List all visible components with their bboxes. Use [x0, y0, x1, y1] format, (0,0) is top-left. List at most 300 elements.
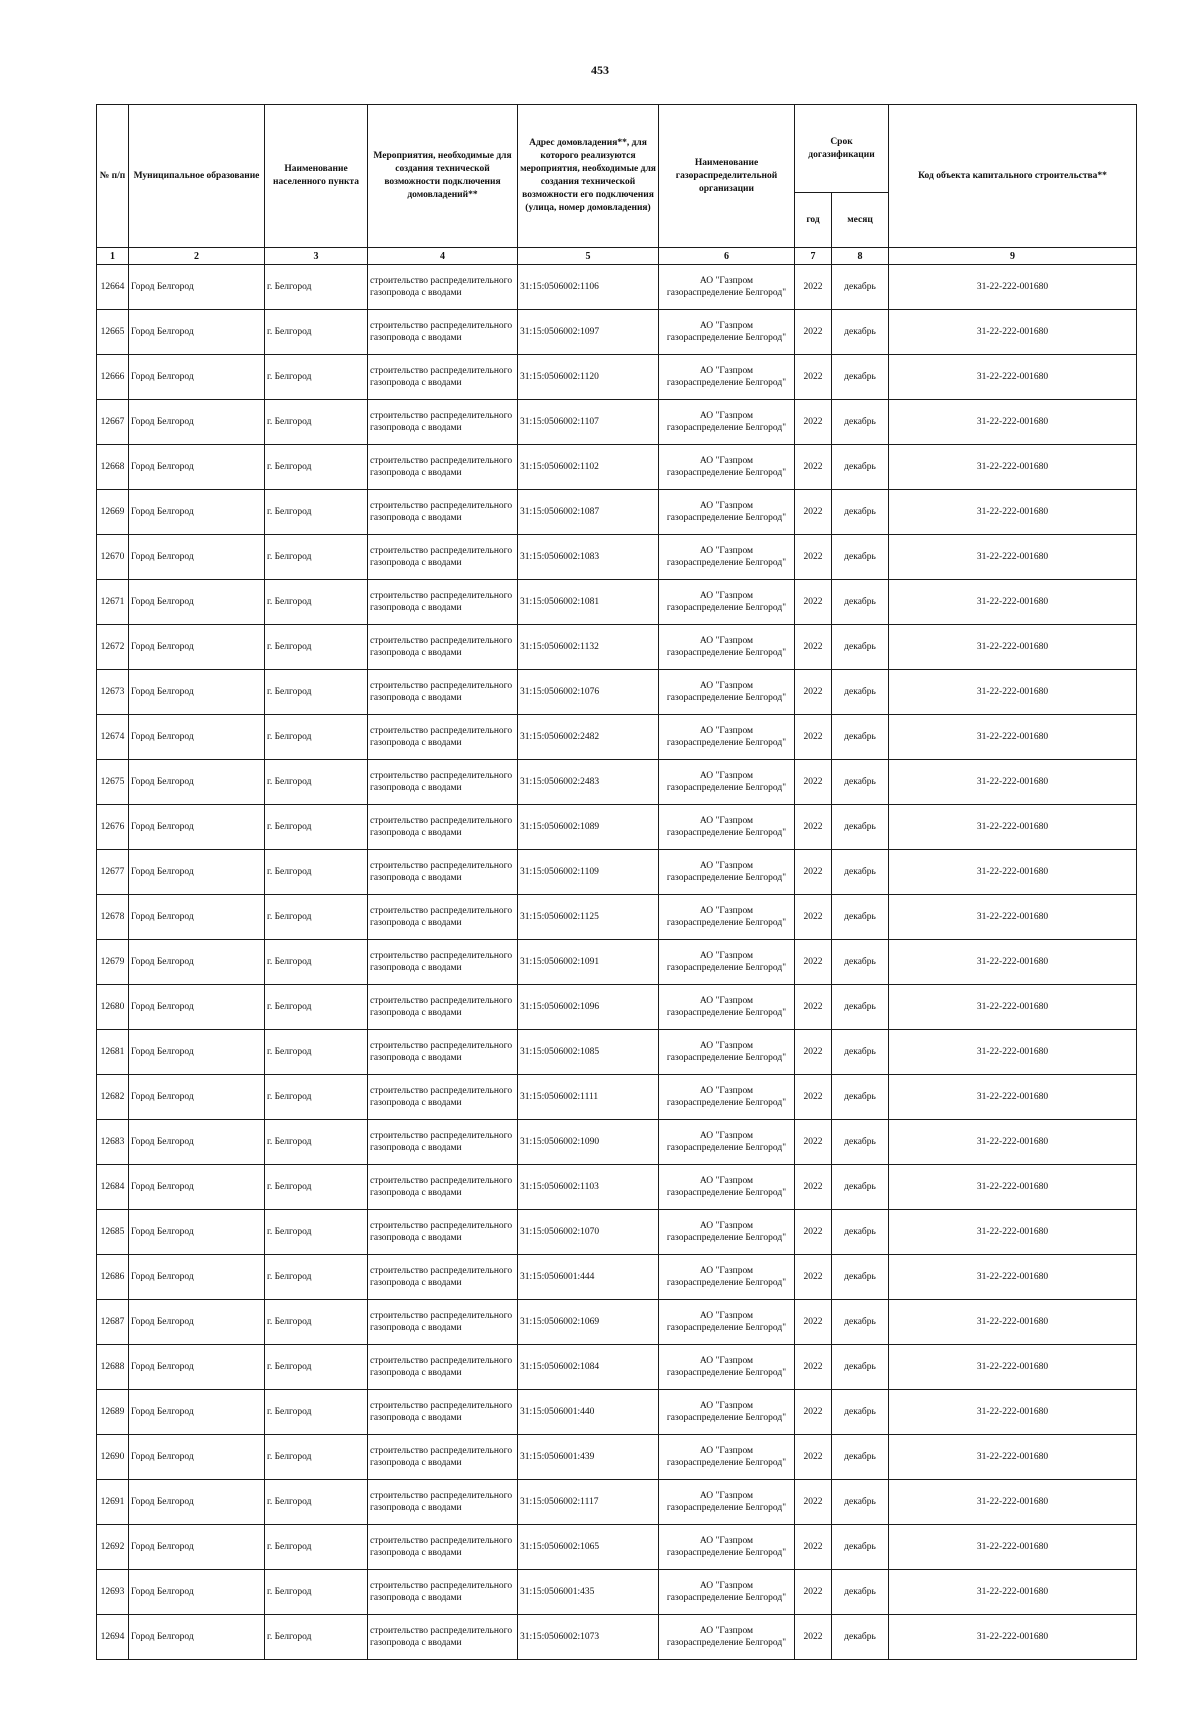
table-row	[97, 985, 1137, 1030]
object-code-cell: 31-22-222-001680	[889, 1390, 1137, 1435]
organization-cell	[659, 490, 795, 535]
year-cell: 2022	[795, 490, 832, 535]
settlement-cell: г. Белгород	[265, 1525, 368, 1570]
measures-cell: строительство распределительного газопровода с вводами	[368, 1570, 518, 1615]
settlement-cell: г. Белгород	[265, 670, 368, 715]
settlement-cell: г. Белгород	[265, 1615, 368, 1660]
table-row	[97, 400, 1137, 445]
municipality-cell: Город Белгород	[129, 1300, 265, 1345]
year-cell: 2022	[795, 1165, 832, 1210]
table-row	[97, 760, 1137, 805]
organization-line: АО "Газпром	[699, 1221, 754, 1231]
column-number: 8	[832, 248, 889, 265]
object-code-cell: 31-22-222-001680	[889, 1030, 1137, 1075]
object-code-cell: 31-22-222-001680	[889, 895, 1137, 940]
organization-line: газораспределение Белгород"	[666, 738, 787, 748]
measures-cell: строительство распределительного газопровода с вводами	[368, 1300, 518, 1345]
municipality-cell: Город Белгород	[129, 1390, 265, 1435]
municipality-cell: Город Белгород	[129, 625, 265, 670]
header-address: Адрес домовладения**, для которого реализуются мероприятия, необходимые для создания технической возможности его подключения (улица, номер домовладения)	[518, 105, 659, 248]
month-cell: декабрь	[832, 1615, 889, 1660]
row-number: 12673	[97, 670, 129, 715]
month-cell: декабрь	[832, 850, 889, 895]
row-number: 12680	[97, 985, 129, 1030]
object-code-cell: 31-22-222-001680	[889, 310, 1137, 355]
organization-line: АО "Газпром	[699, 906, 754, 916]
year-cell: 2022	[795, 1210, 832, 1255]
address-cell: 31:15:0506002:1085	[518, 1030, 659, 1075]
row-number: 12665	[97, 310, 129, 355]
row-number: 12670	[97, 535, 129, 580]
month-cell: декабрь	[832, 760, 889, 805]
address-cell: 31:15:0506002:1091	[518, 940, 659, 985]
row-number: 12689	[97, 1390, 129, 1435]
measures-cell: строительство распределительного газопровода с вводами	[368, 1480, 518, 1525]
municipality-cell: Город Белгород	[129, 1615, 265, 1660]
address-cell: 31:15:0506002:1090	[518, 1120, 659, 1165]
table-body	[97, 265, 1137, 1660]
measures-cell: строительство распределительного газопровода с вводами	[368, 355, 518, 400]
year-cell: 2022	[795, 805, 832, 850]
month-cell: декабрь	[832, 535, 889, 580]
organization-line: газораспределение Белгород"	[666, 333, 787, 343]
header-municipality: Муниципальное образование	[129, 105, 265, 248]
settlement-cell: г. Белгород	[265, 445, 368, 490]
row-number: 12687	[97, 1300, 129, 1345]
measures-cell: строительство распределительного газопровода с вводами	[368, 985, 518, 1030]
year-cell: 2022	[795, 265, 832, 310]
address-cell: 31:15:0506001:440	[518, 1390, 659, 1435]
organization-line: газораспределение Белгород"	[666, 1638, 787, 1648]
organization-line: АО "Газпром	[699, 501, 754, 511]
settlement-cell: г. Белгород	[265, 535, 368, 580]
address-cell: 31:15:0506001:439	[518, 1435, 659, 1480]
settlement-cell: г. Белгород	[265, 1390, 368, 1435]
table-row	[97, 1480, 1137, 1525]
header-month: месяц	[832, 193, 889, 248]
year-cell: 2022	[795, 1570, 832, 1615]
organization-line: АО "Газпром	[699, 591, 754, 601]
month-cell: декабрь	[832, 1120, 889, 1165]
row-number: 12674	[97, 715, 129, 760]
object-code-cell: 31-22-222-001680	[889, 1435, 1137, 1480]
year-cell: 2022	[795, 1255, 832, 1300]
table-row	[97, 1300, 1137, 1345]
year-cell: 2022	[795, 445, 832, 490]
measures-cell: строительство распределительного газопровода с вводами	[368, 580, 518, 625]
settlement-cell: г. Белгород	[265, 1345, 368, 1390]
object-code-cell: 31-22-222-001680	[889, 940, 1137, 985]
month-cell: декабрь	[832, 1570, 889, 1615]
row-number: 12686	[97, 1255, 129, 1300]
municipality-cell: Город Белгород	[129, 670, 265, 715]
address-cell: 31:15:0506002:1109	[518, 850, 659, 895]
year-cell: 2022	[795, 625, 832, 670]
organization-line: газораспределение Белгород"	[666, 1503, 787, 1513]
organization-cell	[659, 760, 795, 805]
column-number: 3	[265, 248, 368, 265]
organization-cell	[659, 625, 795, 670]
month-cell: декабрь	[832, 895, 889, 940]
settlement-cell: г. Белгород	[265, 310, 368, 355]
organization-cell	[659, 805, 795, 850]
object-code-cell: 31-22-222-001680	[889, 985, 1137, 1030]
column-number: 5	[518, 248, 659, 265]
row-number: 12694	[97, 1615, 129, 1660]
municipality-cell: Город Белгород	[129, 715, 265, 760]
table-row	[97, 670, 1137, 715]
organization-line: АО "Газпром	[699, 816, 754, 826]
organization-line: АО "Газпром	[699, 1176, 754, 1186]
measures-cell: строительство распределительного газопровода с вводами	[368, 715, 518, 760]
address-cell: 31:15:0506002:1081	[518, 580, 659, 625]
address-cell: 31:15:0506001:435	[518, 1570, 659, 1615]
month-cell: декабрь	[832, 1255, 889, 1300]
organization-line: газораспределение Белгород"	[666, 513, 787, 523]
organization-cell	[659, 1525, 795, 1570]
address-cell: 31:15:0506002:1076	[518, 670, 659, 715]
settlement-cell: г. Белгород	[265, 895, 368, 940]
organization-cell	[659, 1165, 795, 1210]
organization-line: газораспределение Белгород"	[666, 1188, 787, 1198]
object-code-cell: 31-22-222-001680	[889, 1075, 1137, 1120]
organization-cell	[659, 1390, 795, 1435]
organization-cell	[659, 580, 795, 625]
year-cell: 2022	[795, 1615, 832, 1660]
organization-line: АО "Газпром	[699, 1086, 754, 1096]
municipality-cell: Город Белгород	[129, 1120, 265, 1165]
municipality-cell: Город Белгород	[129, 535, 265, 580]
header-year: год	[795, 193, 832, 248]
measures-cell: строительство распределительного газопровода с вводами	[368, 670, 518, 715]
organization-line: газораспределение Белгород"	[666, 1413, 787, 1423]
organization-cell	[659, 895, 795, 940]
object-code-cell: 31-22-222-001680	[889, 265, 1137, 310]
organization-line: АО "Газпром	[699, 1581, 754, 1591]
month-cell: декабрь	[832, 805, 889, 850]
address-cell: 31:15:0506002:1083	[518, 535, 659, 580]
month-cell: декабрь	[832, 355, 889, 400]
table-row	[97, 850, 1137, 895]
month-cell: декабрь	[832, 265, 889, 310]
measures-cell: строительство распределительного газопровода с вводами	[368, 1525, 518, 1570]
year-cell: 2022	[795, 310, 832, 355]
header-settlement: Наименование населенного пункта	[265, 105, 368, 248]
organization-line: АО "Газпром	[699, 1626, 754, 1636]
address-cell: 31:15:0506002:2483	[518, 760, 659, 805]
row-number: 12693	[97, 1570, 129, 1615]
measures-cell: строительство распределительного газопровода с вводами	[368, 445, 518, 490]
table-row	[97, 310, 1137, 355]
address-cell: 31:15:0506002:1111	[518, 1075, 659, 1120]
organization-line: газораспределение Белгород"	[666, 873, 787, 883]
month-cell: декабрь	[832, 1210, 889, 1255]
header-object-code: Код объекта капитального строительства**	[889, 105, 1137, 248]
settlement-cell: г. Белгород	[265, 715, 368, 760]
table-row	[97, 265, 1137, 310]
object-code-cell: 31-22-222-001680	[889, 1570, 1137, 1615]
organization-line: АО "Газпром	[699, 636, 754, 646]
organization-cell	[659, 535, 795, 580]
measures-cell: строительство распределительного газопровода с вводами	[368, 850, 518, 895]
settlement-cell: г. Белгород	[265, 1480, 368, 1525]
object-code-cell: 31-22-222-001680	[889, 580, 1137, 625]
object-code-cell: 31-22-222-001680	[889, 1300, 1137, 1345]
organization-cell	[659, 1615, 795, 1660]
organization-cell	[659, 1480, 795, 1525]
year-cell: 2022	[795, 1525, 832, 1570]
organization-cell	[659, 265, 795, 310]
year-cell: 2022	[795, 850, 832, 895]
object-code-cell: 31-22-222-001680	[889, 1210, 1137, 1255]
organization-cell	[659, 1255, 795, 1300]
measures-cell: строительство распределительного газопровода с вводами	[368, 625, 518, 670]
settlement-cell: г. Белгород	[265, 1255, 368, 1300]
organization-line: газораспределение Белгород"	[666, 918, 787, 928]
municipality-cell: Город Белгород	[129, 265, 265, 310]
column-number: 9	[889, 248, 1137, 265]
measures-cell: строительство распределительного газопровода с вводами	[368, 760, 518, 805]
year-cell: 2022	[795, 1435, 832, 1480]
month-cell: декабрь	[832, 1300, 889, 1345]
settlement-cell: г. Белгород	[265, 1120, 368, 1165]
month-cell: декабрь	[832, 1435, 889, 1480]
address-cell: 31:15:0506002:1117	[518, 1480, 659, 1525]
measures-cell: строительство распределительного газопровода с вводами	[368, 805, 518, 850]
settlement-cell: г. Белгород	[265, 805, 368, 850]
header-num: № п/п	[97, 105, 129, 248]
organization-cell	[659, 1120, 795, 1165]
organization-cell	[659, 1435, 795, 1480]
table-row	[97, 1255, 1137, 1300]
organization-line: газораспределение Белгород"	[666, 1008, 787, 1018]
address-cell: 31:15:0506002:1069	[518, 1300, 659, 1345]
page-number: 453	[591, 63, 609, 77]
municipality-cell: Город Белгород	[129, 310, 265, 355]
measures-cell: строительство распределительного газопровода с вводами	[368, 1615, 518, 1660]
object-code-cell: 31-22-222-001680	[889, 1480, 1137, 1525]
organization-line: АО "Газпром	[699, 321, 754, 331]
year-cell: 2022	[795, 580, 832, 625]
table-row	[97, 490, 1137, 535]
organization-line: АО "Газпром	[699, 771, 754, 781]
organization-line: АО "Газпром	[699, 1041, 754, 1051]
organization-line: газораспределение Белгород"	[666, 963, 787, 973]
municipality-cell: Город Белгород	[129, 760, 265, 805]
address-cell: 31:15:0506002:1103	[518, 1165, 659, 1210]
settlement-cell: г. Белгород	[265, 625, 368, 670]
organization-line: газораспределение Белгород"	[666, 1593, 787, 1603]
organization-cell	[659, 1075, 795, 1120]
address-cell: 31:15:0506002:1102	[518, 445, 659, 490]
organization-line: газораспределение Белгород"	[666, 1098, 787, 1108]
measures-cell: строительство распределительного газопровода с вводами	[368, 1165, 518, 1210]
month-cell: декабрь	[832, 445, 889, 490]
row-number: 12675	[97, 760, 129, 805]
settlement-cell: г. Белгород	[265, 1300, 368, 1345]
month-cell: декабрь	[832, 1345, 889, 1390]
municipality-cell: Город Белгород	[129, 985, 265, 1030]
address-cell: 31:15:0506002:1087	[518, 490, 659, 535]
settlement-cell: г. Белгород	[265, 985, 368, 1030]
address-cell: 31:15:0506001:444	[518, 1255, 659, 1300]
organization-line: газораспределение Белгород"	[666, 468, 787, 478]
organization-line: АО "Газпром	[699, 411, 754, 421]
month-cell: декабрь	[832, 1165, 889, 1210]
object-code-cell: 31-22-222-001680	[889, 1255, 1137, 1300]
organization-line: газораспределение Белгород"	[666, 1278, 787, 1288]
municipality-cell: Город Белгород	[129, 805, 265, 850]
object-code-cell: 31-22-222-001680	[889, 1120, 1137, 1165]
header-organization: Наименование газораспределительной организации	[659, 105, 795, 248]
municipality-cell: Город Белгород	[129, 445, 265, 490]
row-number: 12666	[97, 355, 129, 400]
row-number: 12679	[97, 940, 129, 985]
organization-line: АО "Газпром	[699, 726, 754, 736]
year-cell: 2022	[795, 760, 832, 805]
address-cell: 31:15:0506002:1120	[518, 355, 659, 400]
row-number: 12676	[97, 805, 129, 850]
measures-cell: строительство распределительного газопровода с вводами	[368, 1255, 518, 1300]
municipality-cell: Город Белгород	[129, 1570, 265, 1615]
address-cell: 31:15:0506002:1089	[518, 805, 659, 850]
address-cell: 31:15:0506002:1065	[518, 1525, 659, 1570]
organization-cell	[659, 940, 795, 985]
municipality-cell: Город Белгород	[129, 1255, 265, 1300]
settlement-cell: г. Белгород	[265, 1570, 368, 1615]
month-cell: декабрь	[832, 715, 889, 760]
settlement-cell: г. Белгород	[265, 400, 368, 445]
year-cell: 2022	[795, 940, 832, 985]
table-row	[97, 1120, 1137, 1165]
month-cell: декабрь	[832, 1390, 889, 1435]
object-code-cell: 31-22-222-001680	[889, 490, 1137, 535]
row-number: 12667	[97, 400, 129, 445]
organization-line: АО "Газпром	[699, 546, 754, 556]
settlement-cell: г. Белгород	[265, 1165, 368, 1210]
organization-line: газораспределение Белгород"	[666, 1233, 787, 1243]
settlement-cell: г. Белгород	[265, 760, 368, 805]
table-row	[97, 895, 1137, 940]
year-cell: 2022	[795, 895, 832, 940]
organization-cell	[659, 1300, 795, 1345]
municipality-cell: Город Белгород	[129, 1345, 265, 1390]
measures-cell: строительство распределительного газопровода с вводами	[368, 265, 518, 310]
municipality-cell: Город Белгород	[129, 580, 265, 625]
organization-line: газораспределение Белгород"	[666, 1458, 787, 1468]
organization-line: газораспределение Белгород"	[666, 1323, 787, 1333]
year-cell: 2022	[795, 670, 832, 715]
organization-line: АО "Газпром	[699, 1266, 754, 1276]
organization-line: газораспределение Белгород"	[666, 288, 787, 298]
month-cell: декабрь	[832, 1030, 889, 1075]
municipality-cell: Город Белгород	[129, 895, 265, 940]
table-row	[97, 535, 1137, 580]
address-cell: 31:15:0506002:1070	[518, 1210, 659, 1255]
measures-cell: строительство распределительного газопровода с вводами	[368, 490, 518, 535]
municipality-cell: Город Белгород	[129, 400, 265, 445]
table-row	[97, 1210, 1137, 1255]
object-code-cell: 31-22-222-001680	[889, 400, 1137, 445]
table-row	[97, 1435, 1137, 1480]
column-number: 2	[129, 248, 265, 265]
address-cell: 31:15:0506002:1125	[518, 895, 659, 940]
organization-cell	[659, 1345, 795, 1390]
organization-cell	[659, 445, 795, 490]
column-number: 6	[659, 248, 795, 265]
organization-line: газораспределение Белгород"	[666, 603, 787, 613]
table-row	[97, 1390, 1137, 1435]
object-code-cell: 31-22-222-001680	[889, 670, 1137, 715]
organization-line: АО "Газпром	[699, 996, 754, 1006]
organization-line: газораспределение Белгород"	[666, 783, 787, 793]
year-cell: 2022	[795, 1300, 832, 1345]
year-cell: 2022	[795, 355, 832, 400]
object-code-cell: 31-22-222-001680	[889, 1525, 1137, 1570]
header-deadline: Срок догазификации	[795, 105, 889, 193]
row-number: 12671	[97, 580, 129, 625]
header-measures: Мероприятия, необходимые для создания технической возможности подключения домовладений**	[368, 105, 518, 248]
address-cell: 31:15:0506002:1132	[518, 625, 659, 670]
year-cell: 2022	[795, 1345, 832, 1390]
column-number-row	[97, 248, 1137, 265]
measures-cell: строительство распределительного газопровода с вводами	[368, 1120, 518, 1165]
organization-line: газораспределение Белгород"	[666, 1053, 787, 1063]
table-row	[97, 355, 1137, 400]
organization-line: газораспределение Белгород"	[666, 1548, 787, 1558]
settlement-cell: г. Белгород	[265, 265, 368, 310]
object-code-cell: 31-22-222-001680	[889, 1345, 1137, 1390]
organization-cell	[659, 310, 795, 355]
year-cell: 2022	[795, 1390, 832, 1435]
row-number: 12684	[97, 1165, 129, 1210]
municipality-cell: Город Белгород	[129, 940, 265, 985]
organization-line: газораспределение Белгород"	[666, 693, 787, 703]
municipality-cell: Город Белгород	[129, 1075, 265, 1120]
row-number: 12683	[97, 1120, 129, 1165]
measures-cell: строительство распределительного газопровода с вводами	[368, 895, 518, 940]
row-number: 12664	[97, 265, 129, 310]
table-row	[97, 1030, 1137, 1075]
object-code-cell: 31-22-222-001680	[889, 715, 1137, 760]
organization-line: АО "Газпром	[699, 861, 754, 871]
organization-line: АО "Газпром	[699, 1491, 754, 1501]
row-number: 12691	[97, 1480, 129, 1525]
object-code-cell: 31-22-222-001680	[889, 535, 1137, 580]
measures-cell: строительство распределительного газопровода с вводами	[368, 535, 518, 580]
address-cell: 31:15:0506002:1106	[518, 265, 659, 310]
settlement-cell: г. Белгород	[265, 1030, 368, 1075]
municipality-cell: Город Белгород	[129, 1435, 265, 1480]
table-row	[97, 940, 1137, 985]
municipality-cell: Город Белгород	[129, 1165, 265, 1210]
organization-line: АО "Газпром	[699, 1536, 754, 1546]
table-row	[97, 1165, 1137, 1210]
organization-line: газораспределение Белгород"	[666, 1143, 787, 1153]
table-row	[97, 805, 1137, 850]
year-cell: 2022	[795, 1120, 832, 1165]
organization-line: АО "Газпром	[699, 681, 754, 691]
month-cell: декабрь	[832, 1075, 889, 1120]
municipality-cell: Город Белгород	[129, 1525, 265, 1570]
table-row	[97, 580, 1137, 625]
gasification-table	[96, 104, 1137, 1660]
month-cell: декабрь	[832, 1480, 889, 1525]
year-cell: 2022	[795, 1075, 832, 1120]
table-row	[97, 1075, 1137, 1120]
organization-line: газораспределение Белгород"	[666, 423, 787, 433]
measures-cell: строительство распределительного газопровода с вводами	[368, 940, 518, 985]
